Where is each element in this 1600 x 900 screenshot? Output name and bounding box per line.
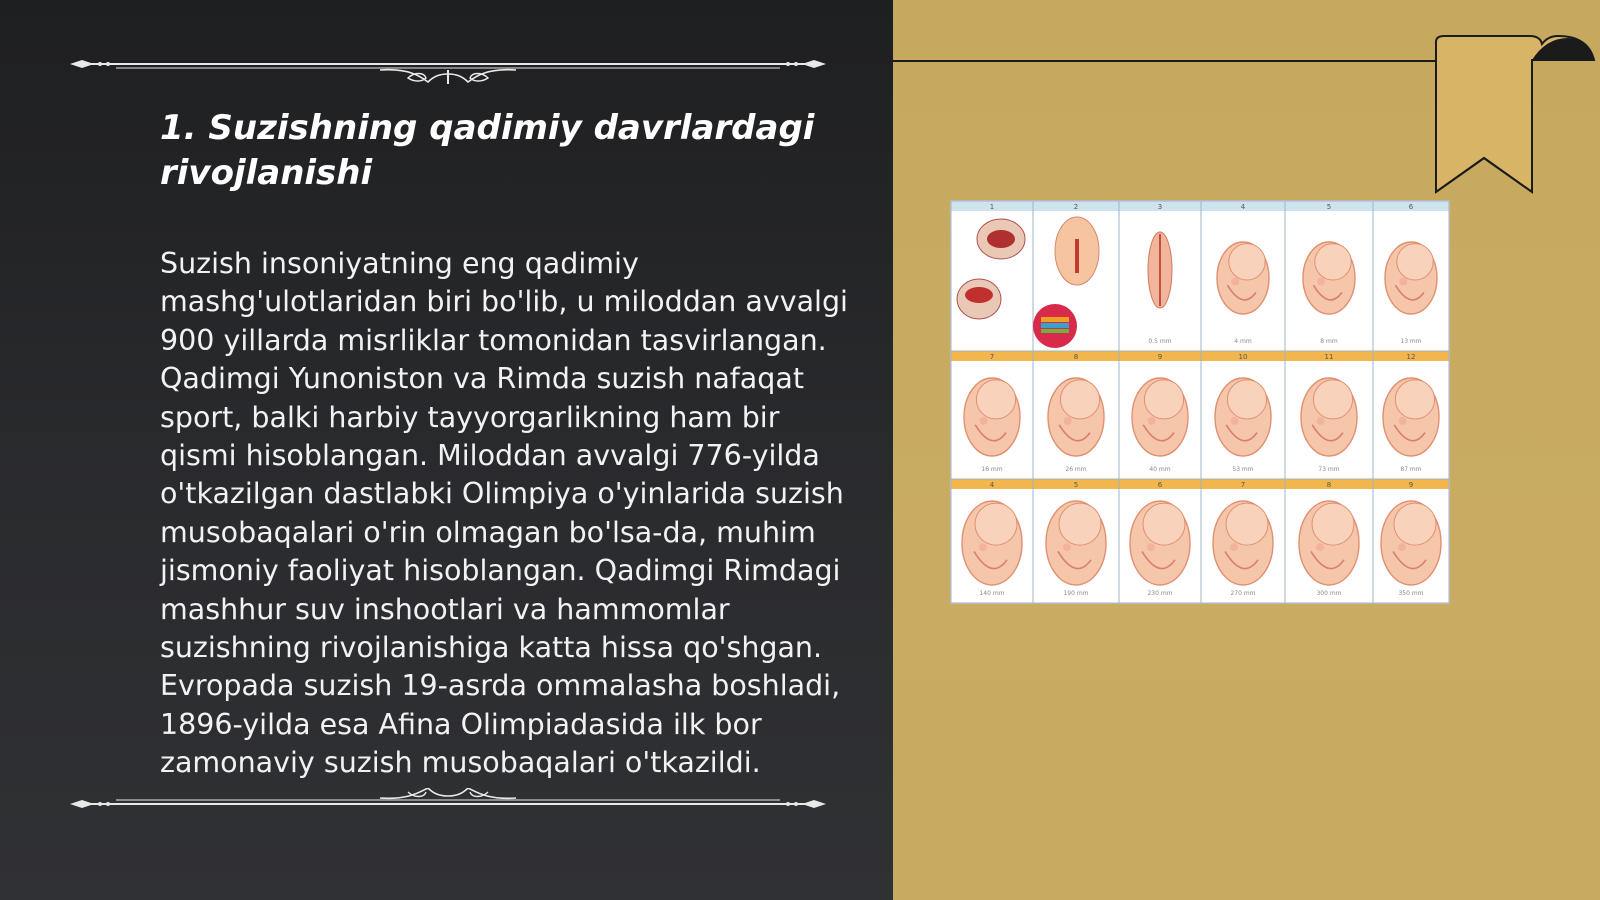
stage-number-label: 10 <box>1238 353 1248 361</box>
embryo-icon <box>1385 242 1437 314</box>
stage-size-label: 53 mm <box>1232 466 1254 473</box>
stage-number-label: 6 <box>1157 481 1163 489</box>
stage-number-label: 3 <box>1157 203 1163 211</box>
stage-number-label: 12 <box>1406 353 1416 361</box>
embryo-icon <box>1383 378 1439 456</box>
stage-number-label: 7 <box>989 353 995 361</box>
grid-row-header <box>951 479 1449 489</box>
stage-number-label: 6 <box>1408 203 1414 211</box>
slide-title: 1. Suzishning qadimiy davrlardagi rivojlanishi <box>160 108 815 193</box>
stage-size-label: 8 mm <box>1320 338 1338 345</box>
embryo-development-chart-image <box>950 200 1450 604</box>
stage-size-label: 73 mm <box>1318 466 1340 473</box>
stage-number-label: 9 <box>1408 481 1414 489</box>
stage-number-label: 1 <box>989 203 995 211</box>
stage-number-label: 5 <box>1326 203 1332 211</box>
embryo-icon <box>1046 501 1106 585</box>
top-ornament-divider <box>68 48 828 84</box>
grid-row-header <box>951 351 1449 361</box>
embryo-icon <box>1130 501 1190 585</box>
bottom-ornament-divider <box>68 788 828 824</box>
embryo-icon <box>1381 501 1441 585</box>
stage-size-label: 4 mm <box>1234 338 1252 345</box>
stage-size-label: 16 mm <box>981 466 1003 473</box>
embryo-icon <box>1303 242 1355 314</box>
stage-size-label: 300 mm <box>1316 590 1342 597</box>
stage-number-label: 9 <box>1157 353 1163 361</box>
stage-number-label: 2 <box>1073 203 1079 211</box>
stage-size-label: 190 mm <box>1063 590 1089 597</box>
stage-size-label: 0.5 mm <box>1148 338 1172 345</box>
embryo-icon <box>1301 378 1357 456</box>
embryo-icon <box>1217 242 1269 314</box>
stage-number-label: 7 <box>1240 481 1246 489</box>
stage-size-label: 40 mm <box>1149 466 1171 473</box>
embryo-icon <box>964 378 1020 456</box>
embryo-icon <box>1215 378 1271 456</box>
stage-size-label: 350 mm <box>1398 590 1424 597</box>
bookmark-ribbon-icon <box>1430 30 1600 210</box>
embryo-icon <box>1033 217 1099 348</box>
embryo-icon <box>1299 501 1359 585</box>
stage-number-label: 11 <box>1324 353 1334 361</box>
grid-row-header <box>951 201 1449 211</box>
stage-number-label: 8 <box>1326 481 1332 489</box>
embryo-icon <box>1132 378 1188 456</box>
stage-size-label: 140 mm <box>979 590 1005 597</box>
embryo-icon <box>957 219 1025 319</box>
embryo-icon <box>1148 232 1172 308</box>
embryo-icon <box>1213 501 1273 585</box>
stage-number-label: 5 <box>1073 481 1079 489</box>
stage-number-label: 4 <box>1240 203 1246 211</box>
stage-size-label: 26 mm <box>1065 466 1087 473</box>
stage-number-label: 8 <box>1073 353 1079 361</box>
embryo-grid <box>951 201 1449 603</box>
stage-size-label: 13 mm <box>1400 338 1422 345</box>
stage-number-label: 4 <box>989 481 995 489</box>
embryo-icon <box>1048 378 1104 456</box>
horizontal-rule <box>893 60 1438 62</box>
stage-size-label: 270 mm <box>1230 590 1256 597</box>
stage-size-label: 230 mm <box>1147 590 1173 597</box>
slide-body-text: Suzish insoniyatning eng qadimiy mashg'ulotlaridan biri bo'lib, u miloddan avvalgi 900 yillarda misrliklar tomonidan tasvirlangan. Qadimgi Yunoniston va Rimda suzish nafaqat sport, balki harbiy tayyorgarlikning ham bir qismi hisoblangan. Miloddan avvalgi 776-yilda o'tkazilgan dastlabki Olimpiya o'yinlarida suzish musobaqalari o'rin olmagan bo'lsa-da, muhim jismoniy faoliyat hisoblangan. Qadimgi Rimdagi mashhur suv inshootlari va hammomlar suzishning rivojlanishiga katta hissa qo'shgan. Evropada suzish 19-asrda ommalasha boshladi, 1896-yilda esa Afina Olimpiadasida ilk bor zamonaviy suzish musobaqalari o'tkazildi. <box>160 247 848 780</box>
stage-size-label: 87 mm <box>1400 466 1422 473</box>
embryo-icon <box>962 501 1022 585</box>
